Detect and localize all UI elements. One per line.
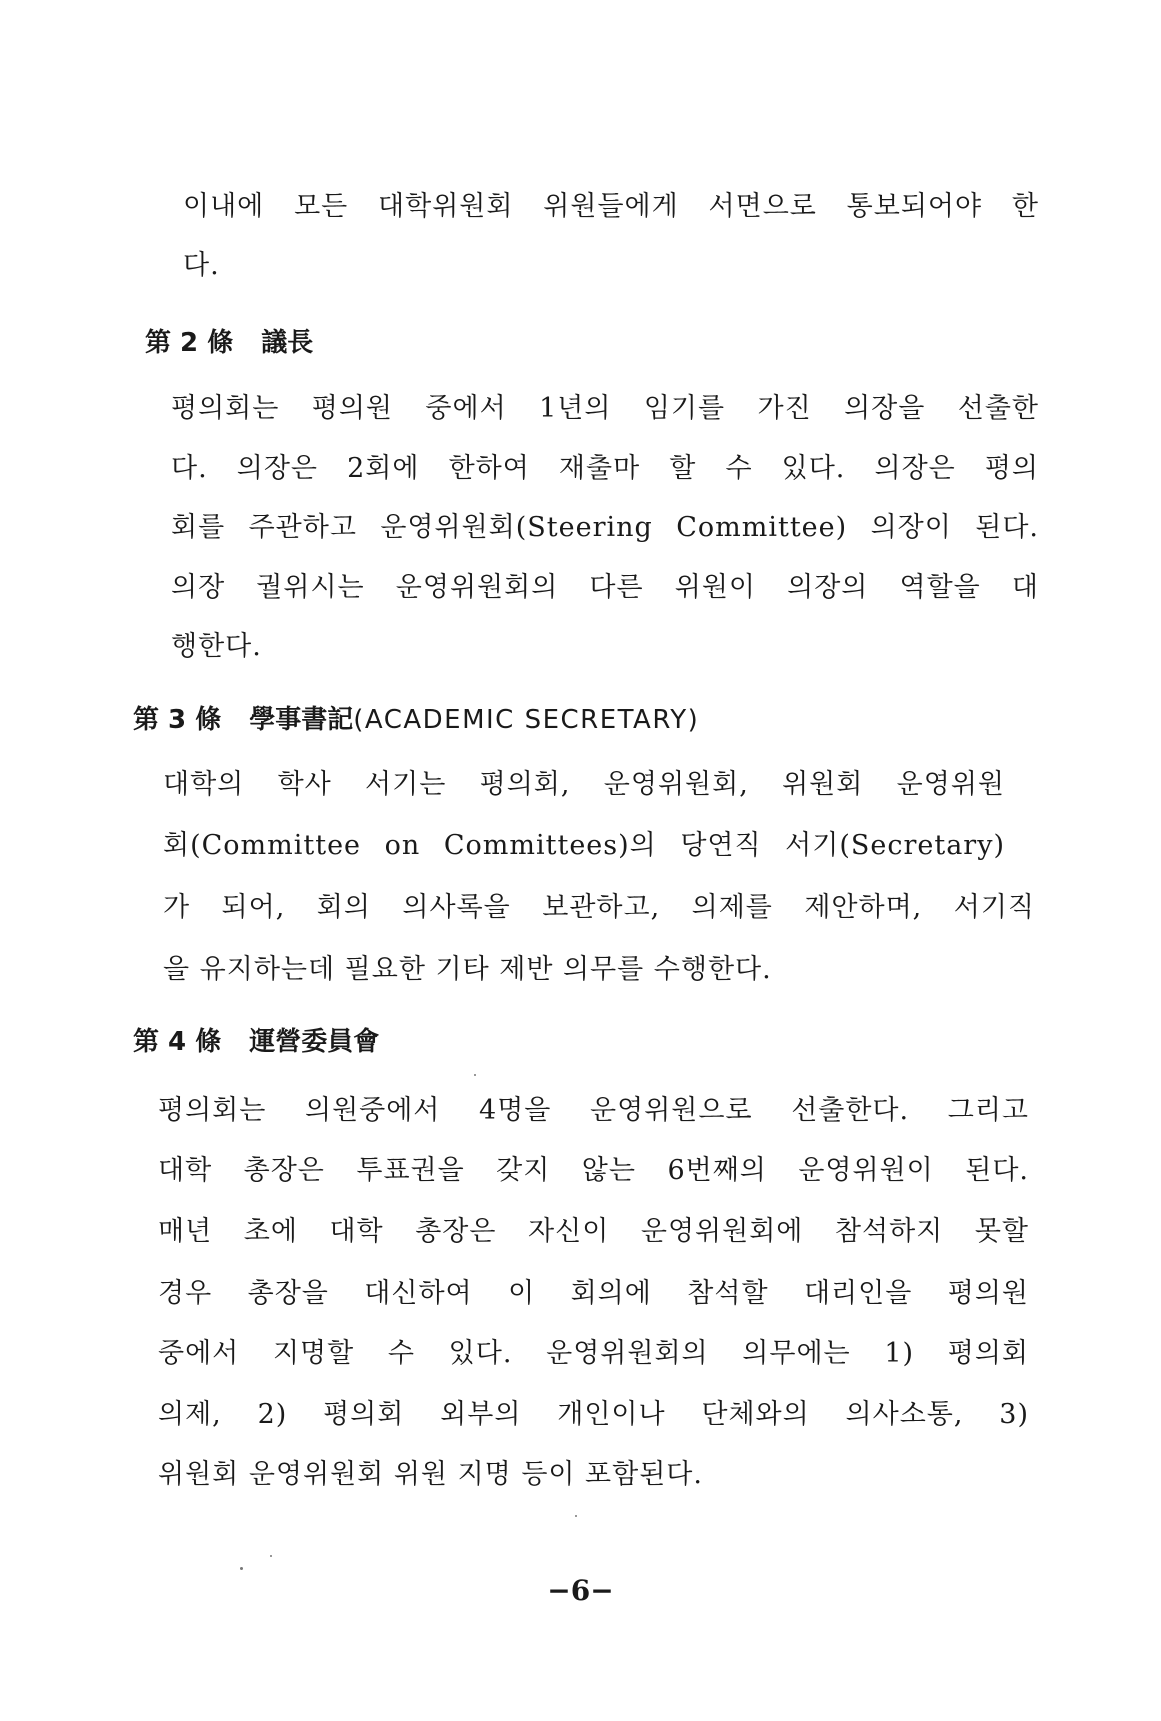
article-3-heading (133, 703, 699, 737)
article-2-line-3: 회를 주관하고 운영위원회(Steering Committee) 의장이 된다. (171, 512, 1039, 543)
scan-speck (474, 1074, 476, 1076)
article-4-line-2: 대학 총장은 투표권을 갖지 않는 6번째의 운영위원이 된다. (158, 1155, 1029, 1186)
article-2-line-5: 행한다. (171, 631, 262, 662)
article-3-line-4: 을 유지하는데 필요한 기타 제반 의무를 수행한다. (163, 954, 772, 985)
article-4-line-6: 의제, 2) 평의회 외부의 개인이나 단체와의 의사소통, 3) (158, 1399, 1029, 1430)
article-4-title: 運營委員會 (249, 1027, 380, 1057)
article-2-line-4: 의장 궐위시는 운영위원회의 다른 위원이 의장의 역할을 대 (171, 572, 1039, 603)
article-3-line-1: 대학의 학사 서기는 평의회, 운영위원회, 위원회 운영위원 (163, 769, 1005, 800)
article-3-number: 第 3 條 (133, 705, 222, 735)
article-2-title: 議長 (261, 328, 314, 358)
article-2-number: 第 2 條 (145, 328, 234, 358)
article-3-title: 學事書記 (249, 705, 354, 735)
article-3-subtitle: (ACADEMIC SECRETARY) (353, 705, 700, 735)
article-4-number: 第 4 條 (133, 1027, 222, 1057)
article-4-line-3: 매년 초에 대학 총장은 자신이 운영위원회에 참석하지 못할 (158, 1216, 1029, 1247)
article-3-line-2: 회(Committee on Committees)의 당연직 서기(Secretary) (163, 830, 1005, 861)
intro-line-2: 다. (183, 250, 220, 281)
article-2-line-2: 다. 의장은 2회에 한하여 재출마 할 수 있다. 의장은 평의 (171, 453, 1039, 484)
article-3-line-3: 가 되어, 회의 의사록을 보관하고, 의제를 제안하며, 서기직 (163, 892, 1035, 923)
article-2-heading (145, 326, 313, 360)
article-4-line-5: 중에서 지명할 수 있다. 운영위원회의 의무에는 1) 평의회 (158, 1338, 1029, 1369)
article-4-line-7: 위원회 운영위원회 위원 지명 등이 포함된다. (158, 1459, 703, 1490)
page-number: −6− (547, 1574, 614, 1607)
intro-line-1: 이내에 모든 대학위원회 위원들에게 서면으로 통보되어야 한 (183, 191, 1039, 222)
scan-speck (270, 1555, 272, 1557)
article-2-line-1: 평의회는 평의원 중에서 1년의 임기를 가진 의장을 선출한 (171, 393, 1039, 424)
article-4-line-1: 평의회는 의원중에서 4명을 운영위원으로 선출한다. 그리고 (158, 1095, 1029, 1126)
scan-speck (240, 1567, 243, 1570)
scan-speck (575, 1515, 577, 1517)
article-4-heading (133, 1025, 379, 1059)
article-4-line-4: 경우 총장을 대신하여 이 회의에 참석할 대리인을 평의원 (158, 1278, 1029, 1309)
